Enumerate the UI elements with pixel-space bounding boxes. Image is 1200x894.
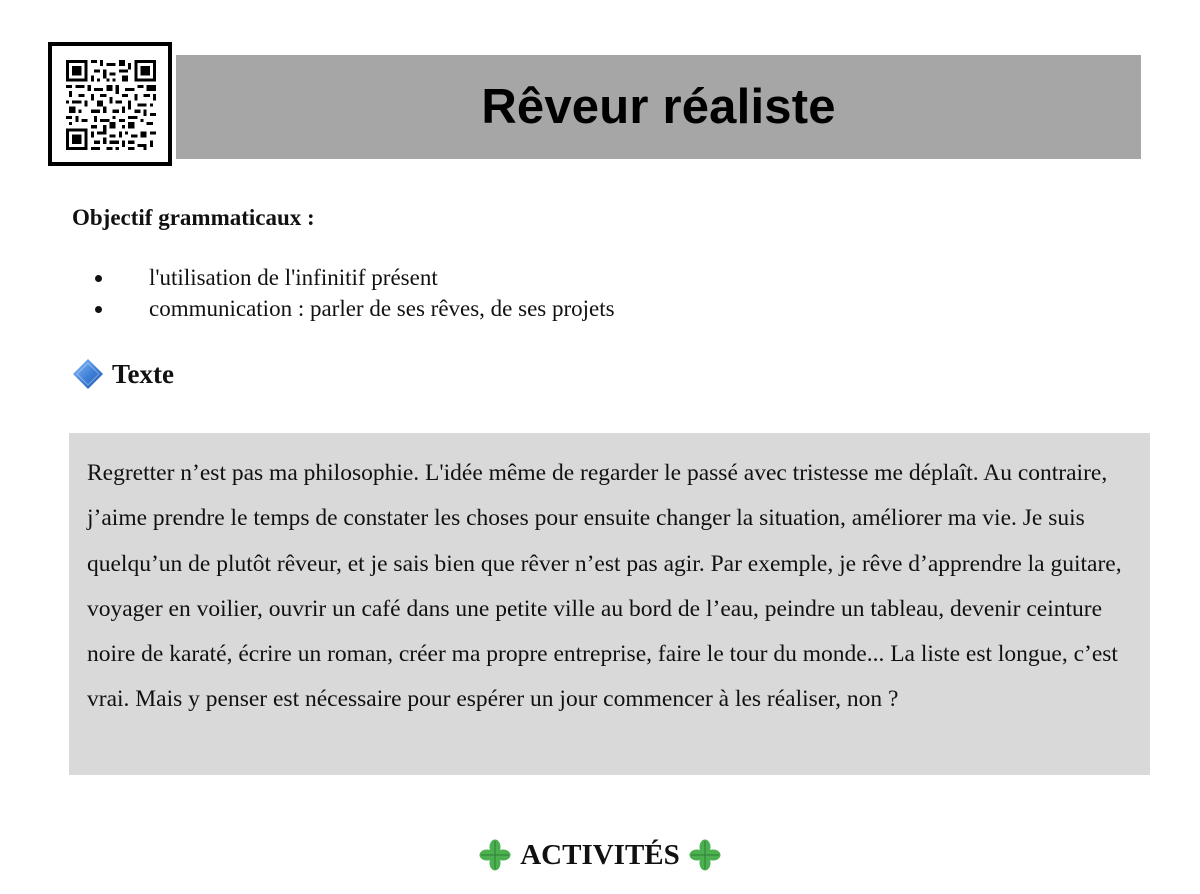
text-box: [69, 433, 1150, 775]
list-item-text: communication : parler de ses rêves, de ses projets: [149, 296, 615, 321]
bullet-icon: [95, 275, 102, 282]
activities-title: ACTIVITÉS: [520, 838, 680, 871]
objectives-list: [72, 262, 615, 324]
list-item: [72, 293, 615, 324]
reading-paragraph: Regretter n’est pas ma philosophie. L'idée même de regarder le passé avec tristesse me déplaît. Au contraire, j’aime prendre le temps de constater les choses pour ensuite changer la situation, améliorer ma vie. Je suis quelqu’un de plutôt rêveur, et je sais bien que rêver n’est pas agir. Par exemple, je rêve d’apprendre la guitare, voyager en voilier, ouvrir un café dans une petite ville au bord de l’eau, peindre un tableau, devenir ceinture noire de karaté, écrire un roman, créer ma propre entreprise, faire le tour du monde... La liste est longue, c’est vrai. Mais y penser est nécessaire pour espérer un jour commencer à les réaliser, non ?: [87, 460, 1122, 713]
list-item: [72, 262, 615, 293]
activities-heading: [0, 838, 1200, 872]
four-leaf-clover-icon: [478, 838, 512, 872]
list-item-text: l'utilisation de l'infinitif présent: [149, 265, 438, 290]
objectives-heading: Objectif grammaticaux :: [72, 205, 315, 230]
text-section-title: Texte: [112, 358, 174, 389]
qr-code: [48, 42, 172, 166]
blue-diamond-icon: [72, 358, 104, 390]
text-section-heading: [72, 358, 174, 390]
bullet-icon: [95, 306, 102, 313]
four-leaf-clover-icon: [688, 838, 722, 872]
page-title: Rêveur réaliste: [481, 80, 836, 134]
qr-code-icon: [66, 60, 156, 150]
title-banner: [176, 55, 1141, 159]
